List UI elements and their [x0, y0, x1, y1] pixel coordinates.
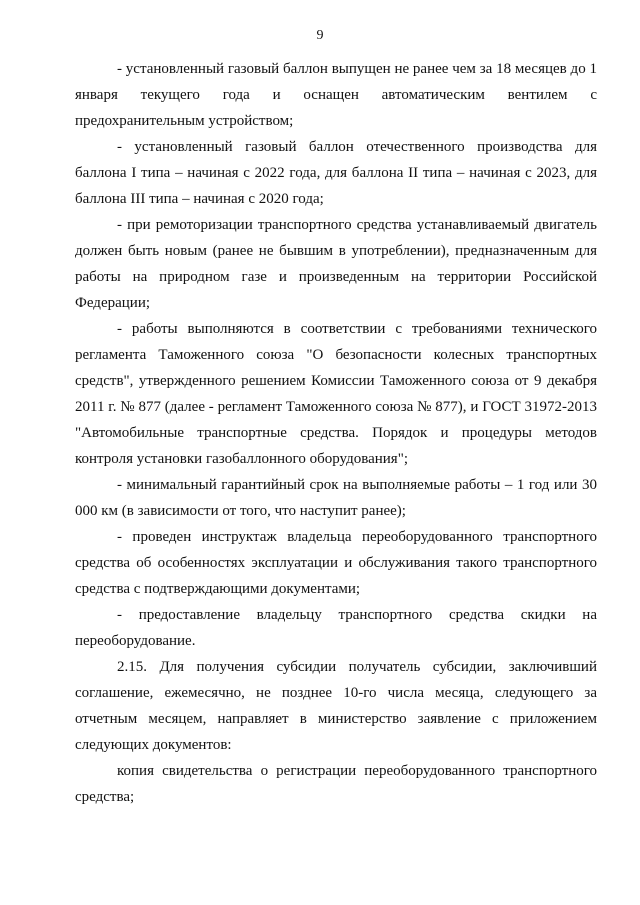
paragraph-owner-instruction: - проведен инструктаж владельца переоборудованного транспортного средства об особенностях эксплуатации и обслуживания такого транспортного средства с подтверждающими документами; [75, 529, 597, 597]
paragraph-warranty: - минимальный гарантийный срок на выполняемые работы – 1 год или 30 000 км (в зависимости от того, что наступит ранее); [75, 477, 597, 519]
paragraph-registration-copy: копия свидетельства о регистрации переоборудованного транспортного средства; [75, 763, 597, 805]
document-body [75, 56, 597, 810]
paragraph-domestic-cylinder: - установленный газовый баллон отечественного производства для баллона I типа – начиная с 2022 года, для баллона II типа – начиная с 2023, для баллона III типа – начиная с 2020 года; [75, 139, 597, 207]
paragraph-section-2-15: 2.15. Для получения субсидии получатель субсидии, заключивший соглашение, ежемесячно, не позднее 10-го числа месяца, следующего за отчетным месяцем, направляет в министерство заявление с приложением следующих документов: [75, 659, 597, 753]
paragraph-discount: - предоставление владельцу транспортного средства скидки на переоборудование. [75, 607, 597, 649]
paragraph-remotorization: - при ремоторизации транспортного средства устанавливаемый двигатель должен быть новым (ранее не бывшим в употреблении), предназначенным для работы на природном газе и произведенным на территории Российской Федерации; [75, 217, 597, 311]
paragraph-cylinder-manufacture-date: - установленный газовый баллон выпущен не ранее чем за 18 месяцев до 1 января текущего года и оснащен автоматическим вентилем с предохранительным устройством; [75, 61, 597, 129]
page-number: 9 [316, 28, 324, 43]
paragraph-technical-regulation: - работы выполняются в соответствии с требованиями технического регламента Таможенного союза "О безопасности колесных транспортных средств", утвержденного решением Комиссии Таможенного союза от 9 декабря 2011 г. № 877 (далее - регламент Таможенного союза № 877), и ГОСТ 31972-2013 "Автомобильные транспортные средства. Порядок и процедуры методов контроля установки газобаллонного оборудования"; [75, 321, 597, 467]
